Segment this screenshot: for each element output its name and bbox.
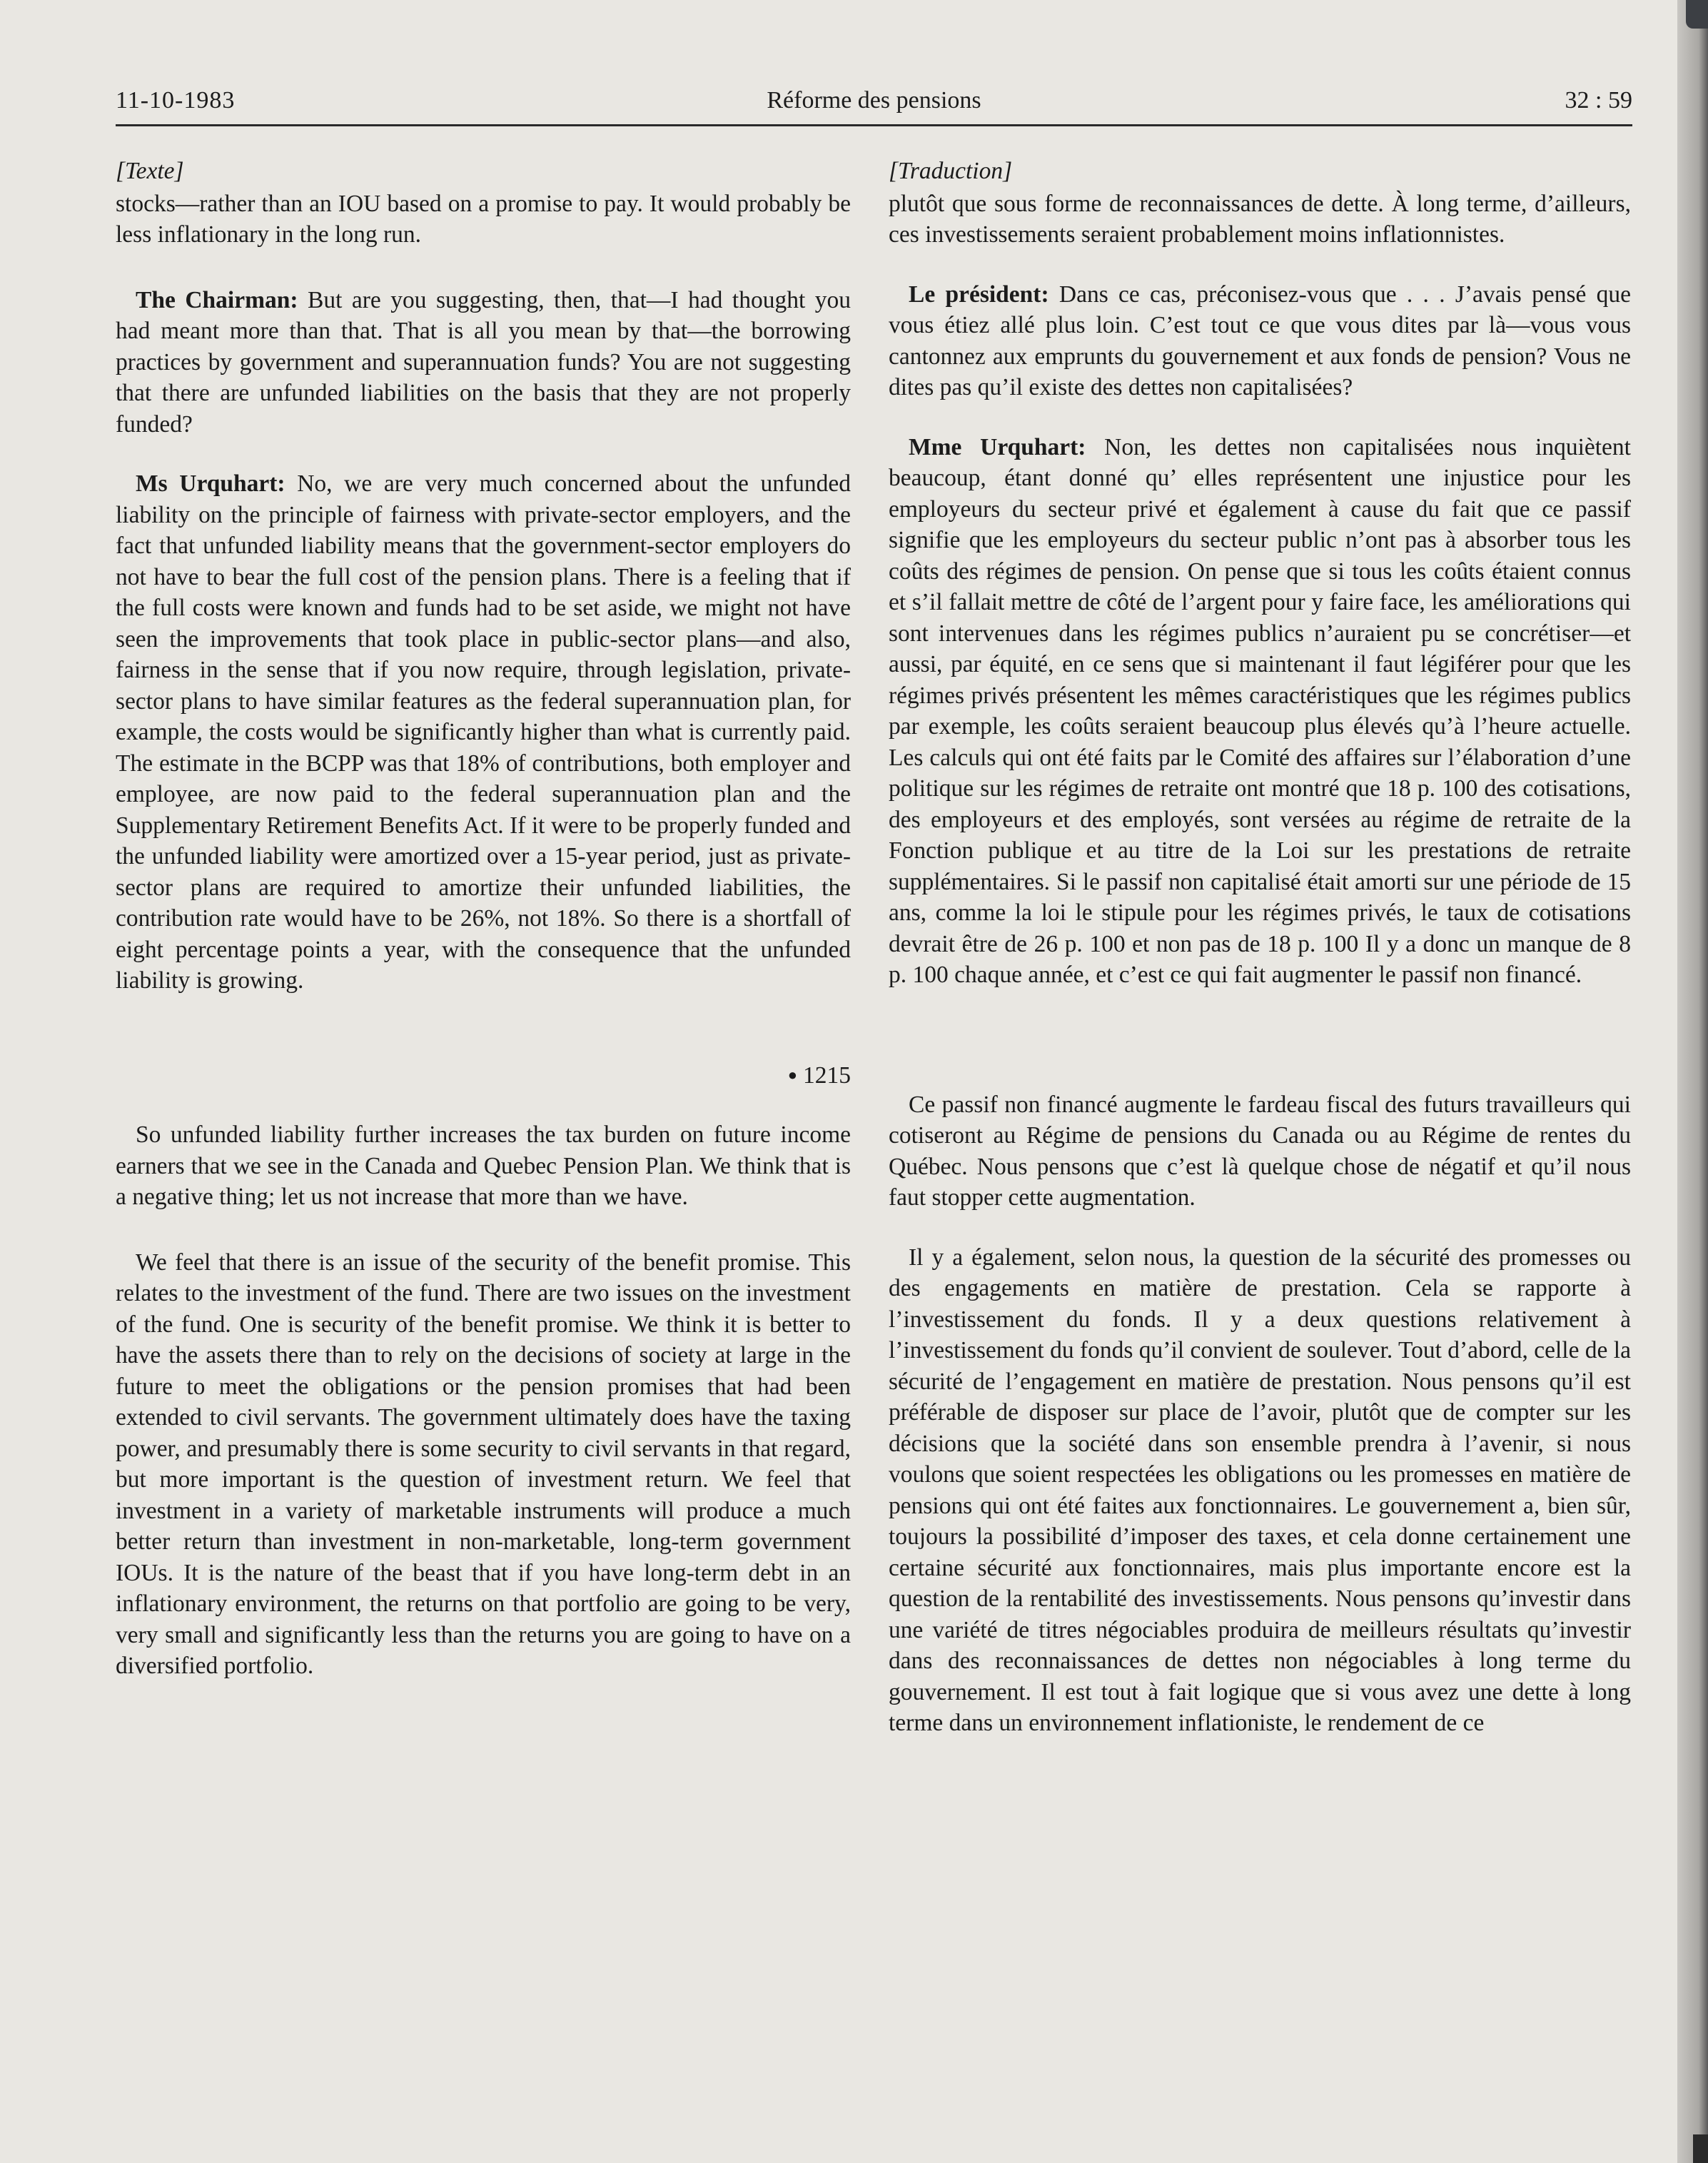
text-marker: [Texte] <box>116 158 184 184</box>
urquhart-paragraph <box>889 432 1631 991</box>
time-marker <box>116 1059 851 1091</box>
speaker-name: Le président: <box>909 281 1049 308</box>
speech-text: But are you suggesting, then, that—I had thought you had meant more than that. That is all you mean by that—the borrowing practices by government and superannuation funds? You are not suggesting that there are unfunded liabilities on the basis that they are not properly funded? <box>116 286 852 438</box>
chairman-paragraph <box>116 285 851 440</box>
speech-text: Dans ce cas, préconisez-vous que . . . J’avais pensé que vous étiez allé plus loin. C’est tout ce que vous dites par là—vous vous cantonnez aux emprunts du gouvernement et aux fonds de pension? Vous ne dites pas qu’il existe des dettes non capitalisées? <box>889 281 1631 400</box>
paragraph: plutôt que sous forme de reconnaissances de dette. À long terme, d’ailleurs, ces investissements seraient probablement moins inflationnistes. <box>889 190 1631 248</box>
header-page-number: 32 : 59 <box>1565 87 1632 114</box>
binding-tab <box>1693 2134 1708 2163</box>
time-value: 1215 <box>803 1062 851 1089</box>
speech-text: Non, les dettes non capitalisées nous inquiètent beaucoup, étant donné qu’ elles représentent une injustice pour les employeurs du secteur privé et également à cause du fait que ce passif signifie que les employeurs du secteur public n’ont pas à absorber tous les coûts des régimes de pension. On pense que si tous les coûts étaient connus et s’il fallait mettre de côté de l’argent pour y faire face, les améliorations qui sont intervenues dans les régimes publics n’auraient pu se concrétiser—et aussi, par équité, en ce sens que si maintenant il faut légiférer pour que les régimes privés présentent les mêmes caractéristiques que les régimes publics par exemple, les coûts seraient beaucoup plus élevés qu’à l’heure actuelle. Les calculs qui ont été faits par le Comité des affaires sur l’élaboration d’une politique sur les régimes de retraite ont montré que 18 p. 100 des cotisations, des employeurs et des employés, sont versées au régime de retraite de la Fonction publique et au titre de la Loi sur les prestations de retraite supplémentaires. Si le passif non capitalisé était amorti sur une période de 15 ans, comme la loi le stipule pour les régimes privés, le taux de cotisations devrait être de 26 p. 100 et non pas de 18 p. 100 Il y a donc un manque de 8 p. 100 chaque année, et c’est ce qui fait augmenter le passif non financé. <box>889 433 1631 988</box>
paragraph: Ce passif non financé augmente le fardeau fiscal des futurs travailleurs qui cotiseront au Régime de pensions du Canada ou au Régime de rentes du Québec. Nous pensons que c’est là quelque chose de négatif et qu’il nous faut stopper cette augmentation. <box>889 1091 1631 1211</box>
speaker-name: Ms Urquhart: <box>136 470 285 497</box>
paragraph: stocks—rather than an IOU based on a promise to pay. It would probably be less inflationary in the long run. <box>116 190 851 248</box>
header-date: 11-10-1983 <box>116 87 236 114</box>
translation-marker: [Traduction] <box>889 158 1013 184</box>
paragraph: Il y a également, selon nous, la question de la sécurité des promesses ou des engagements en matière de prestation. Cela se rapporte à l’investissement du fonds. Il y a deux questions relativement à l’investissement du fonds qu’il convient de soulever. Tout d’abord, celle de la sécurité de l’engagement en matière de prestation. Nous pensons qu’il est préférable de disposer sur place de l’avoir, plutôt que de compter sur les décisions que la société dans son ensemble prendra à l’avenir, si nous voulons que soient respectées les obligations ou les promesses en matière de pensions qui ont été faites aux fonctionnaires. Le gouvernement a, bien sûr, toujours la possibilité d’imposer des taxes, et cela donne certainement une certaine sécurité aux fonctionnaires, mais plus importante encore est la question de la rentabilité des investissements. Nous pensons qu’investir dans une variété de titres négociables produira de meilleurs résultats qu’investir dans des reconnaissances de dettes non négociables à long terme du gouvernement. Il est tout à fait logique que si vous avez une dette à long terme dans un environnement inflationiste, le rendement de ce <box>889 1244 1631 1736</box>
paragraph: We feel that there is an issue of the security of the benefit promise. This relates to the investment of the fund. There are two issues on the investment of the fund. One is security of the benefit promise. We think it is better to have the assets there than to rely on the decisions of society at large in the future to meet the obligations or the pension promises that had been extended to civil servants. The government ultimately does have the taxing power, and presumably there is some security to civil servants in that regard, but more important is the question of investment return. We feel that investment in a variety of marketable instruments will produce a much better return than investment in non-marketable, long-term government IOUs. It is the nature of the beast that if you have long-term debt in an inflationary environment, the returns on that portfolio are going to be very, very small and significantly less than the returns you are going to have on a diversified portfolio. <box>116 1249 851 1679</box>
page-header <box>116 84 1632 126</box>
president-paragraph <box>889 279 1631 403</box>
page-edge <box>1677 0 1708 2163</box>
header-title: Réforme des pensions <box>767 87 981 114</box>
urquhart-paragraph <box>116 468 851 997</box>
speaker-name: Mme Urquhart: <box>909 433 1086 460</box>
english-column <box>116 156 851 1682</box>
french-column <box>889 156 1631 1739</box>
speaker-name: The Chairman: <box>136 286 298 313</box>
speech-text: No, we are very much concerned about the unfunded liability on the principle of fairness with private-sector employers, and the fact that unfunded liability means that the government-sector employers do not have to bear the full cost of the pension plans. There is a feeling that if the full costs were known and funds had to be set aside, we might not have seen the improvements that took place in public-sector plans—and also, fairness in the sense that if you now require, through legislation, private-sector plans to have similar features as the federal superannuation plan, for example, the costs would be significantly higher than what is currently paid. The estimate in the BCPP was that 18% of contributions, both employer and employee, are now paid to the federal superannuation plan and the Supplementary Retirement Benefits Act. If it were to be properly funded and the unfunded liability were amortized over a 15-year period, just as private-sector plans are required to amortize their unfunded liabilities, the contribution rate would have to be 26%, not 18%. So there is a shortfall of eight percentage points a year, with the consequence that the unfunded liability is growing. <box>116 470 852 994</box>
bullet-icon: ● <box>787 1065 797 1084</box>
paragraph: So unfunded liability further increases the tax burden on future income earners that we see in the Canada and Quebec Pension Plan. We think that is a negative thing; let us not increase that more than we have. <box>116 1121 851 1210</box>
binding-tab <box>1686 0 1708 29</box>
